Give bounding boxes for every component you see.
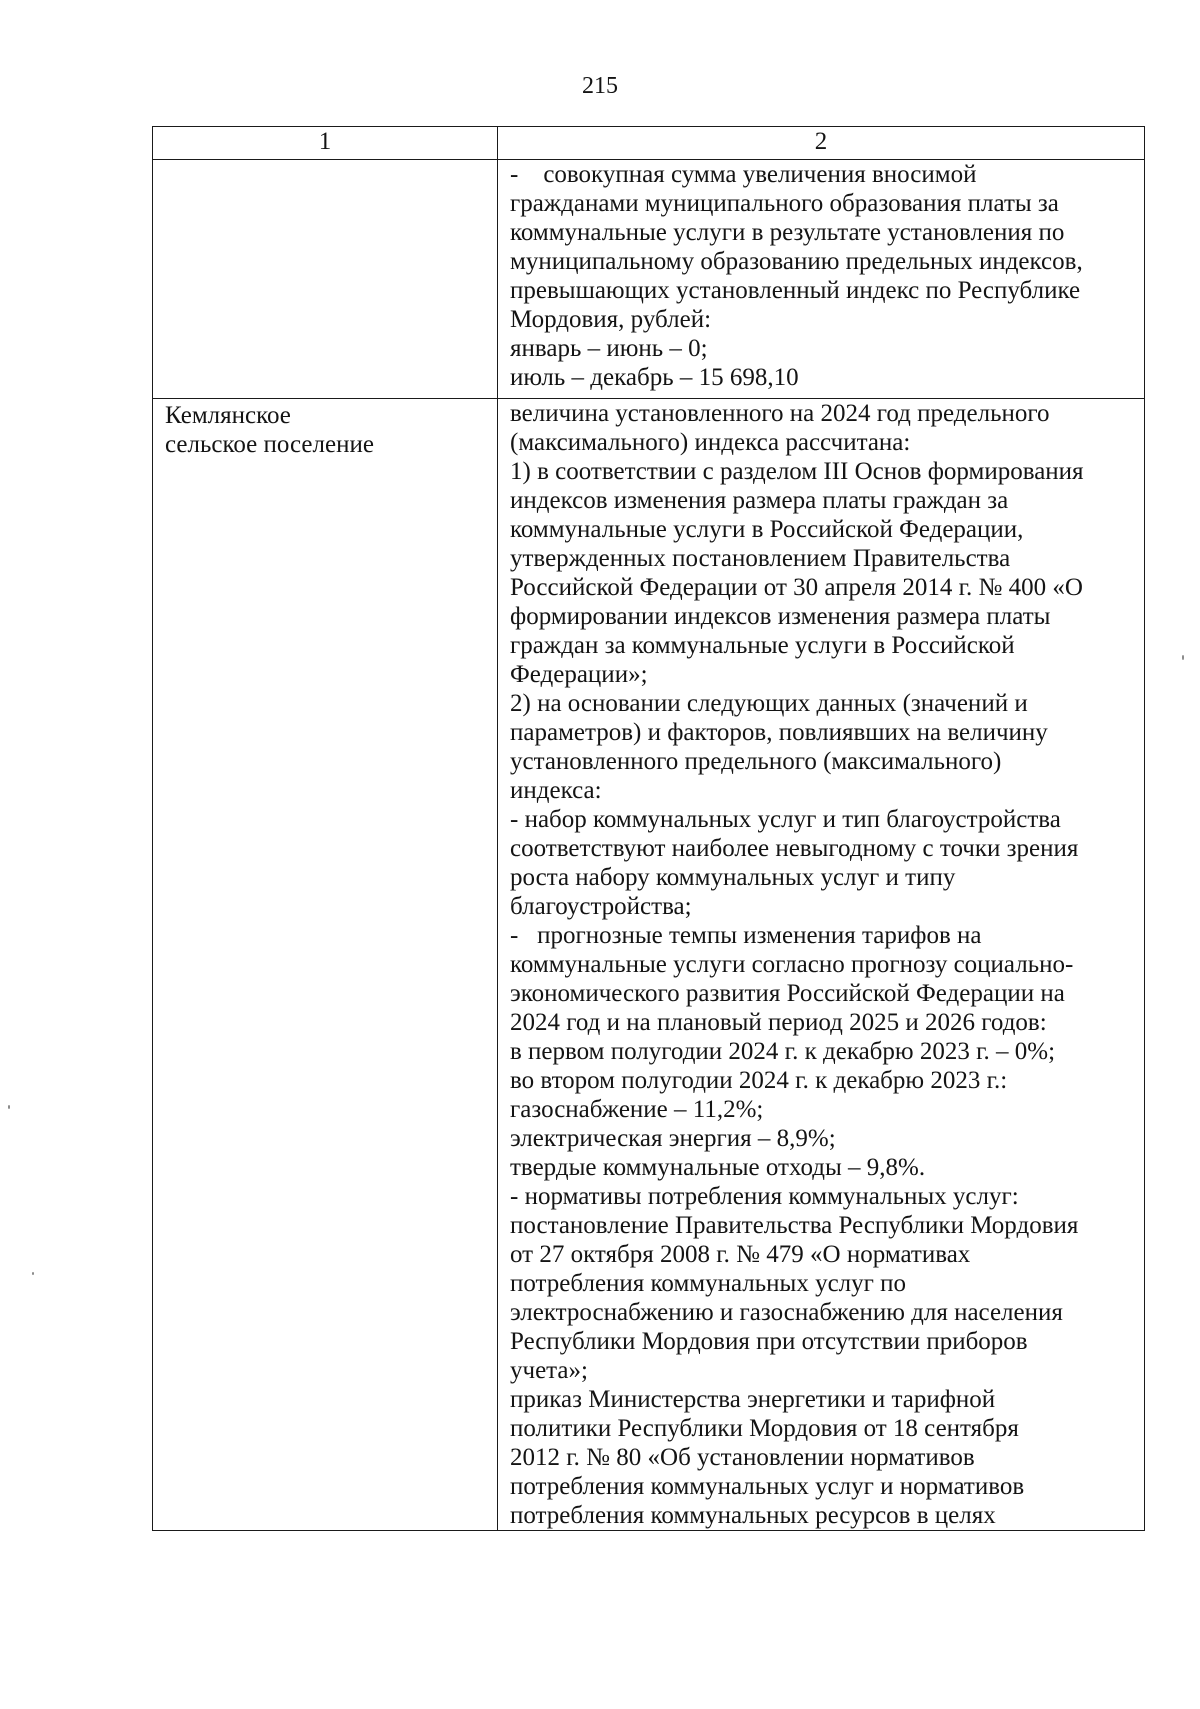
text-line: январь – июнь – 0; [510,335,708,362]
text-line: Республики Мордовия при отсутствии приборов [510,1328,1028,1355]
header-cell-1: 1 [153,127,498,160]
text-line: коммунальные услуги согласно прогнозу социально- [510,951,1074,978]
text-line: газоснабжение – 11,2%; [510,1096,764,1123]
text-line: (максимального) индекса рассчитана: [510,429,911,456]
text-line: величина установленного на 2024 год предельного [510,400,1050,427]
text-line: 2) на основании следующих данных (значений и [510,690,1028,717]
scan-speck [8,1105,10,1109]
text-line: параметров) и факторов, повлиявших на величину [510,719,1048,746]
text-line: Российской Федерации от 30 апреля 2014 г. № 400 «О [510,574,1083,601]
text-line: потребления коммунальных услуг и нормативов [510,1473,1025,1500]
municipality-name-line: Кемлянское [165,402,291,429]
text-line: - совокупная сумма увеличения вносимой [510,161,977,188]
text-line: утвержденных постановлением Правительства [510,545,1011,572]
scan-speck [1182,655,1184,660]
text-line: 2024 год и на плановый период 2025 и 2026 годов: [510,1009,1047,1036]
text-line: 2012 г. № 80 «Об установлении нормативов [510,1444,975,1471]
text-line: во втором полугодии 2024 г. к декабрю 2023 г.: [510,1067,1008,1094]
text-line: благоустройства; [510,893,692,920]
text-line: - нормативы потребления коммунальных услуг: [510,1183,1019,1210]
text-line: твердые коммунальные отходы – 9,8%. [510,1154,926,1181]
text-line: электрическая энергия – 8,9%; [510,1125,836,1152]
text-line: потребления коммунальных ресурсов в целях [510,1502,996,1529]
text-line: роста набору коммунальных услуг и типу [510,864,956,891]
row-1-col-2 [498,160,1145,399]
text-line: в первом полугодии 2024 г. к декабрю 2023 г. – 0%; [510,1038,1056,1065]
table-row [153,160,1145,399]
text-line: Мордовия, рублей: [510,306,712,333]
text-line: экономического развития Российской Федерации на [510,980,1065,1007]
text-line: Федерации»; [510,661,648,688]
text-line: граждан за коммунальные услуги в Российской [510,632,1015,659]
row-2-col-1 [153,399,498,1531]
table-row [153,399,1145,1531]
table-header-row [153,127,1145,160]
text-line: коммунальные услуги в результате установления по [510,219,1065,246]
text-line: от 27 октября 2008 г. № 479 «О нормативах [510,1241,971,1268]
row-2-col-2 [498,399,1145,1531]
text-line: - набор коммунальных услуг и тип благоустройства [510,806,1061,833]
row-1-col-1 [153,160,498,399]
page-number: 215 [582,73,618,99]
text-line: учета»; [510,1357,588,1384]
text-line: 1) в соответствии с разделом III Основ формирования [510,458,1084,485]
text-line: постановление Правительства Республики Мордовия [510,1212,1079,1239]
text-line: формировании индексов изменения размера платы [510,603,1051,630]
municipality-name-line: сельское поселение [165,431,374,458]
text-line: приказ Министерства энергетики и тарифной [510,1386,996,1413]
scan-speck [32,1272,34,1275]
text-line: потребления коммунальных услуг по [510,1270,907,1297]
text-line: гражданами муниципального образования платы за [510,190,1059,217]
text-line: муниципальному образованию предельных индексов, [510,248,1083,275]
text-line: политики Республики Мордовия от 18 сентября [510,1415,1019,1442]
text-line: индекса: [510,777,602,804]
text-line: коммунальные услуги в Российской Федерации, [510,516,1024,543]
header-cell-2: 2 [498,127,1145,160]
text-line: индексов изменения размера платы граждан за [510,487,1009,514]
text-line: электроснабжению и газоснабжению для населения [510,1299,1063,1326]
text-line: установленного предельного (максимального) [510,748,1002,775]
document-table [152,126,1145,1531]
text-line: превышающих установленный индекс по Республике [510,277,1081,304]
text-line: - прогнозные темпы изменения тарифов на [510,922,982,949]
text-line: июль – декабрь – 15 698,10 [510,364,799,391]
text-line: соответствуют наиболее невыгодному с точки зрения [510,835,1079,862]
